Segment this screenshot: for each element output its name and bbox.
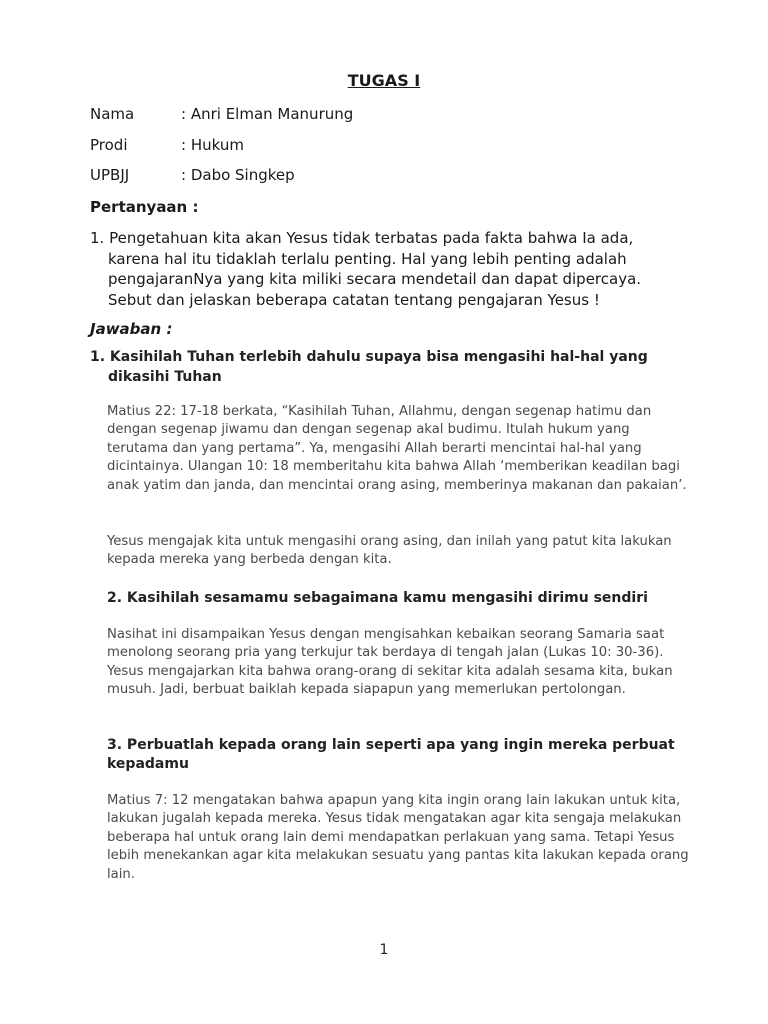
question-line: 1. Pengetahuan kita akan Yesus tidak terbatas pada fakta bahwa Ia ada, (90, 229, 634, 247)
point-heading-line: kepadamu (107, 755, 189, 772)
prodi-value: : Hukum (181, 136, 244, 154)
answer-heading: Jawaban : (90, 320, 173, 338)
point-1-heading (90, 348, 670, 387)
question-heading: Pertanyaan : (90, 198, 199, 216)
question-line: pengajaranNya yang kita miliki secara mendetail dan dapat dipercaya. (108, 270, 642, 288)
name-label: Nama (90, 105, 135, 123)
upbjj-label: UPBJJ (90, 166, 130, 184)
point-heading-line: dikasihi Tuhan (108, 368, 222, 385)
point-1-paragraph-1: Matius 22: 17-18 berkata, “Kasihilah Tuhan, Allahmu, dengan segenap hatimu dan dengan segenap jiwamu dan dengan segenap akal budimu. Itulah hukum yang terutama dan yang pertama”. Ya, mengasihi Allah berarti mencintai hal-hal yang dicintainya. Ulangan 10: 18 memberitahu kita bahwa Allah ‘memberikan keadilan bagi anak yatim dan janda, dan mencintai orang asing, memberinya makanan dan pakaian’. (107, 404, 687, 493)
page-title: TUGAS I (347, 71, 421, 90)
point-2-heading: 2. Kasihilah sesamamu sebagaimana kamu mengasihi dirimu sendiri (107, 590, 648, 606)
question-text (90, 228, 650, 310)
point-3-paragraph-1: Matius 7: 12 mengatakan bahwa apapun yang kita ingin orang lain lakukan untuk kita, lakukan jugalah kepada mereka. Yesus tidak mengatakan agar kita sengaja melakukan beberapa hal untuk orang lain demi mendapatkan perlakuan yang sama. Tetapi Yesus lebih menekankan agar kita melakukan sesuatu yang pantas kita lakukan kepada orang lain. (107, 793, 689, 882)
name-value: : Anri Elman Manurung (181, 105, 354, 123)
point-heading-line: 3. Perbuatlah kepada orang lain seperti apa yang ingin mereka perbuat (107, 737, 675, 753)
prodi-label: Prodi (90, 136, 128, 154)
point-heading-line: 1. Kasihilah Tuhan terlebih dahulu supaya bisa mengasihi hal-hal yang (90, 349, 648, 365)
point-2-paragraph-1: Nasihat ini disampaikan Yesus dengan mengisahkan kebaikan seorang Samaria saat menolong seorang pria yang terkujur tak berdaya di tengah jalan (Lukas 10: 30-36). Yesus mengajarkan kita bahwa orang-orang di sekitar kita adalah sesama kita, bukan musuh. Jadi, berbuat baiklah kepada siapapun yang memerlukan pertolongan. (107, 627, 673, 698)
point-3-heading (107, 736, 687, 773)
point-1-paragraph-2: Yesus mengajak kita untuk mengasihi orang asing, dan inilah yang patut kita lakukan kepada mereka yang berbeda dengan kita. (107, 534, 672, 568)
upbjj-value: : Dabo Singkep (181, 166, 295, 184)
question-line: Sebut dan jelaskan beberapa catatan tentang pengajaran Yesus ! (108, 290, 600, 309)
page-number: 1 (379, 942, 389, 958)
question-line: karena hal itu tidaklah terlalu penting. Hal yang lebih penting adalah (108, 249, 627, 268)
